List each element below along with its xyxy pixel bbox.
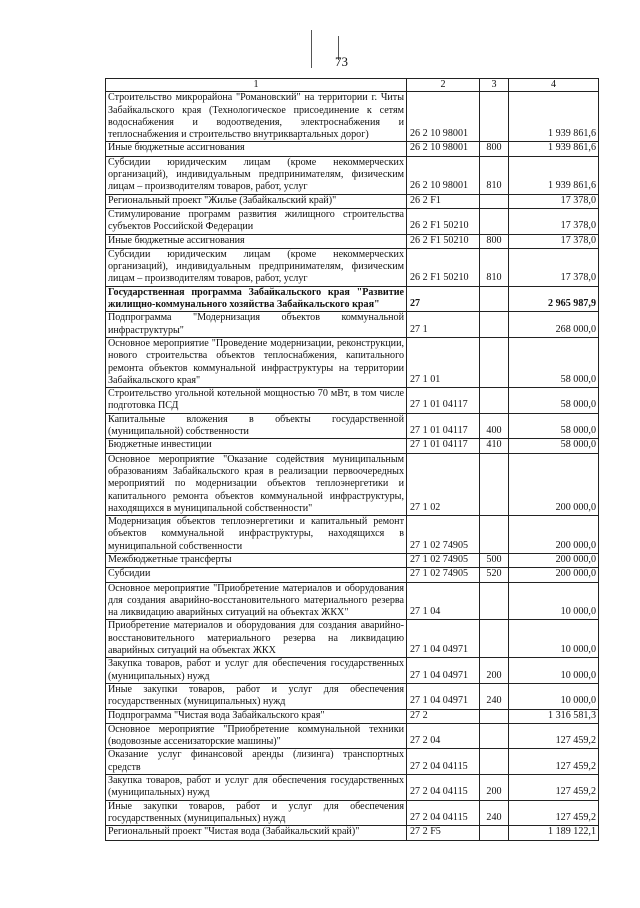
row-code: 27 2 <box>407 709 480 723</box>
row-name: Капитальные вложения в объекты государственной (муниципальной) собственности <box>106 413 407 439</box>
table-row <box>106 516 599 554</box>
row-expense-type <box>480 388 509 414</box>
row-name: Модернизация объектов теплоэнергетики и капитальный ремонт объектов коммунальной инфраструктуры, находящихся в муниципальной собственности <box>106 516 407 554</box>
row-name: Бюджетные инвестиции <box>106 439 407 453</box>
row-name: Строительство микрорайона "Романовский" на территории г. Читы Забайкальского края (Технологическое присоединение к сетям водоснабжения и водоотведения, электроснабжения и теплоснабжения и строительство внутриквартальных дорог) <box>106 92 407 142</box>
row-expense-type <box>480 826 509 840</box>
table-row <box>106 553 599 567</box>
row-expense-type <box>480 749 509 775</box>
row-code: 27 1 04 04971 <box>407 620 480 658</box>
table-row <box>106 248 599 286</box>
row-expense-type: 400 <box>480 413 509 439</box>
row-amount: 17 378,0 <box>509 194 599 208</box>
row-code: 26 2 F1 50210 <box>407 248 480 286</box>
table-row <box>106 709 599 723</box>
row-name: Иные бюджетные ассигнования <box>106 234 407 248</box>
row-amount: 58 000,0 <box>509 388 599 414</box>
row-code: 27 1 01 04117 <box>407 388 480 414</box>
row-code: 26 2 F1 <box>407 194 480 208</box>
row-code: 27 2 04 <box>407 723 480 749</box>
row-code: 26 2 F1 50210 <box>407 208 480 234</box>
row-amount: 1 939 861,6 <box>509 142 599 156</box>
row-amount: 127 459,2 <box>509 749 599 775</box>
row-code: 27 1 01 04117 <box>407 439 480 453</box>
row-code: 27 2 04 04115 <box>407 775 480 801</box>
row-amount: 17 378,0 <box>509 234 599 248</box>
row-expense-type <box>480 92 509 142</box>
row-amount: 1 939 861,6 <box>509 156 599 194</box>
table-row <box>106 568 599 582</box>
table-row <box>106 142 599 156</box>
row-expense-type <box>480 208 509 234</box>
row-name: Строительство угольной котельной мощностью 70 мВт, в том числе подготовка ПСД <box>106 388 407 414</box>
row-name: Государственная программа Забайкальского края "Развитие жилищно-коммунального хозяйства Забайкальского края" <box>106 286 407 312</box>
header-col-1: 1 <box>106 79 407 92</box>
row-expense-type: 800 <box>480 142 509 156</box>
row-code: 27 1 02 74905 <box>407 553 480 567</box>
row-code: 27 1 01 <box>407 337 480 387</box>
row-name: Закупка товаров, работ и услуг для обеспечения государственных (муниципальных) нужд <box>106 775 407 801</box>
row-name: Оказание услуг финансовой аренды (лизинга) транспортных средств <box>106 749 407 775</box>
row-expense-type: 810 <box>480 156 509 194</box>
table-row <box>106 194 599 208</box>
table-row <box>106 156 599 194</box>
header-col-3: 3 <box>480 79 509 92</box>
row-amount: 10 000,0 <box>509 683 599 709</box>
row-expense-type: 810 <box>480 248 509 286</box>
row-amount: 200 000,0 <box>509 553 599 567</box>
row-expense-type <box>480 194 509 208</box>
row-expense-type <box>480 723 509 749</box>
row-expense-type <box>480 453 509 515</box>
table-row <box>106 775 599 801</box>
budget-table <box>105 78 599 841</box>
header-col-2: 2 <box>407 79 480 92</box>
row-amount: 200 000,0 <box>509 568 599 582</box>
row-name: Подпрограмма "Модернизация объектов коммунальной инфраструктуры" <box>106 312 407 338</box>
margin-tick-left <box>311 30 312 68</box>
row-code: 27 1 02 <box>407 453 480 515</box>
row-code: 27 1 04 <box>407 582 480 620</box>
row-name: Иные закупки товаров, работ и услуг для обеспечения государственных (муниципальных) нужд <box>106 800 407 826</box>
row-name: Стимулирование программ развития жилищного строительства субъектов Российской Федерации <box>106 208 407 234</box>
row-amount: 58 000,0 <box>509 413 599 439</box>
row-name: Основное мероприятие "Приобретение материалов и оборудования для создания аварийно-восстановительного материального резерва на ликвидацию аварийных ситуаций на объектах ЖКХ" <box>106 582 407 620</box>
row-amount: 200 000,0 <box>509 516 599 554</box>
row-code: 27 1 <box>407 312 480 338</box>
row-expense-type <box>480 516 509 554</box>
table-row <box>106 723 599 749</box>
row-amount: 200 000,0 <box>509 453 599 515</box>
row-expense-type: 240 <box>480 683 509 709</box>
row-name: Основное мероприятие "Приобретение коммунальной техники (водовозные ассенизаторские машины)" <box>106 723 407 749</box>
row-expense-type: 200 <box>480 775 509 801</box>
row-expense-type: 500 <box>480 553 509 567</box>
table-header-row <box>106 79 599 92</box>
row-amount: 127 459,2 <box>509 775 599 801</box>
row-expense-type: 240 <box>480 800 509 826</box>
row-amount: 127 459,2 <box>509 723 599 749</box>
row-expense-type <box>480 709 509 723</box>
row-code: 27 1 02 74905 <box>407 516 480 554</box>
table-row <box>106 683 599 709</box>
row-name: Региональный проект "Жилье (Забайкальский край)" <box>106 194 407 208</box>
table-row <box>106 286 599 312</box>
table-row <box>106 749 599 775</box>
table-row <box>106 800 599 826</box>
row-expense-type: 800 <box>480 234 509 248</box>
table-row <box>106 439 599 453</box>
table-row <box>106 582 599 620</box>
row-amount: 10 000,0 <box>509 582 599 620</box>
table-row <box>106 453 599 515</box>
row-name: Межбюджетные трансферты <box>106 553 407 567</box>
row-expense-type: 200 <box>480 658 509 684</box>
table-row <box>106 620 599 658</box>
table-row <box>106 413 599 439</box>
table-row <box>106 208 599 234</box>
row-code: 27 2 04 04115 <box>407 749 480 775</box>
row-name: Основное мероприятие "Оказание содействия муниципальным образованиям Забайкальского края в реализации первоочередных мероприятий по модернизации объектов теплоэнергетики и капитального ремонта объектов коммунальной инфраструктуры, находящихся в муниципальной собственности" <box>106 453 407 515</box>
row-amount: 10 000,0 <box>509 658 599 684</box>
row-code: 27 <box>407 286 480 312</box>
row-expense-type <box>480 620 509 658</box>
table-row <box>106 658 599 684</box>
row-name: Основное мероприятие "Проведение модернизации, реконструкции, нового строительства объектов теплоснабжения, капитального ремонта объектов коммунальной инфраструктуры на территории Забайкальского края" <box>106 337 407 387</box>
row-code: 26 2 10 98001 <box>407 156 480 194</box>
budget-table-body <box>106 79 599 841</box>
row-code: 27 1 04 04971 <box>407 683 480 709</box>
row-code: 26 2 10 98001 <box>407 92 480 142</box>
row-expense-type <box>480 337 509 387</box>
row-name: Иные закупки товаров, работ и услуг для обеспечения государственных (муниципальных) нужд <box>106 683 407 709</box>
table-row <box>106 388 599 414</box>
row-name: Подпрограмма "Чистая вода Забайкальского края" <box>106 709 407 723</box>
row-name: Субсидии юридическим лицам (кроме некоммерческих организаций), индивидуальным предпринимателям, физическим лицам – производителям товаров, работ, услуг <box>106 156 407 194</box>
row-expense-type <box>480 582 509 620</box>
row-amount: 268 000,0 <box>509 312 599 338</box>
row-amount: 127 459,2 <box>509 800 599 826</box>
page-number: 73 <box>335 54 348 69</box>
row-name: Субсидии юридическим лицам (кроме некоммерческих организаций), индивидуальным предпринимателям, физическим лицам – производителям товаров, работ, услуг <box>106 248 407 286</box>
table-row <box>106 337 599 387</box>
row-name: Субсидии <box>106 568 407 582</box>
row-amount: 17 378,0 <box>509 208 599 234</box>
row-expense-type <box>480 312 509 338</box>
table-row <box>106 826 599 840</box>
row-amount: 1 316 581,3 <box>509 709 599 723</box>
row-code: 27 2 F5 <box>407 826 480 840</box>
row-code: 27 2 04 04115 <box>407 800 480 826</box>
row-code: 27 1 04 04971 <box>407 658 480 684</box>
row-amount: 1 939 861,6 <box>509 92 599 142</box>
header-col-4: 4 <box>509 79 599 92</box>
row-expense-type: 410 <box>480 439 509 453</box>
row-amount: 10 000,0 <box>509 620 599 658</box>
table-row <box>106 92 599 142</box>
row-expense-type <box>480 286 509 312</box>
row-name: Региональный проект "Чистая вода (Забайкальский край)" <box>106 826 407 840</box>
row-code: 26 2 F1 50210 <box>407 234 480 248</box>
row-code: 27 1 02 74905 <box>407 568 480 582</box>
row-code: 26 2 10 98001 <box>407 142 480 156</box>
table-row <box>106 312 599 338</box>
row-amount: 2 965 987,9 <box>509 286 599 312</box>
row-expense-type: 520 <box>480 568 509 582</box>
row-name: Иные бюджетные ассигнования <box>106 142 407 156</box>
row-amount: 58 000,0 <box>509 337 599 387</box>
row-amount: 17 378,0 <box>509 248 599 286</box>
row-name: Приобретение материалов и оборудования для создания аварийно-восстановительного материального резерва на ликвидацию аварийных ситуаций на объектах ЖКХ <box>106 620 407 658</box>
row-code: 27 1 01 04117 <box>407 413 480 439</box>
row-name: Закупка товаров, работ и услуг для обеспечения государственных (муниципальных) нужд <box>106 658 407 684</box>
row-amount: 1 189 122,1 <box>509 826 599 840</box>
row-amount: 58 000,0 <box>509 439 599 453</box>
table-row <box>106 234 599 248</box>
